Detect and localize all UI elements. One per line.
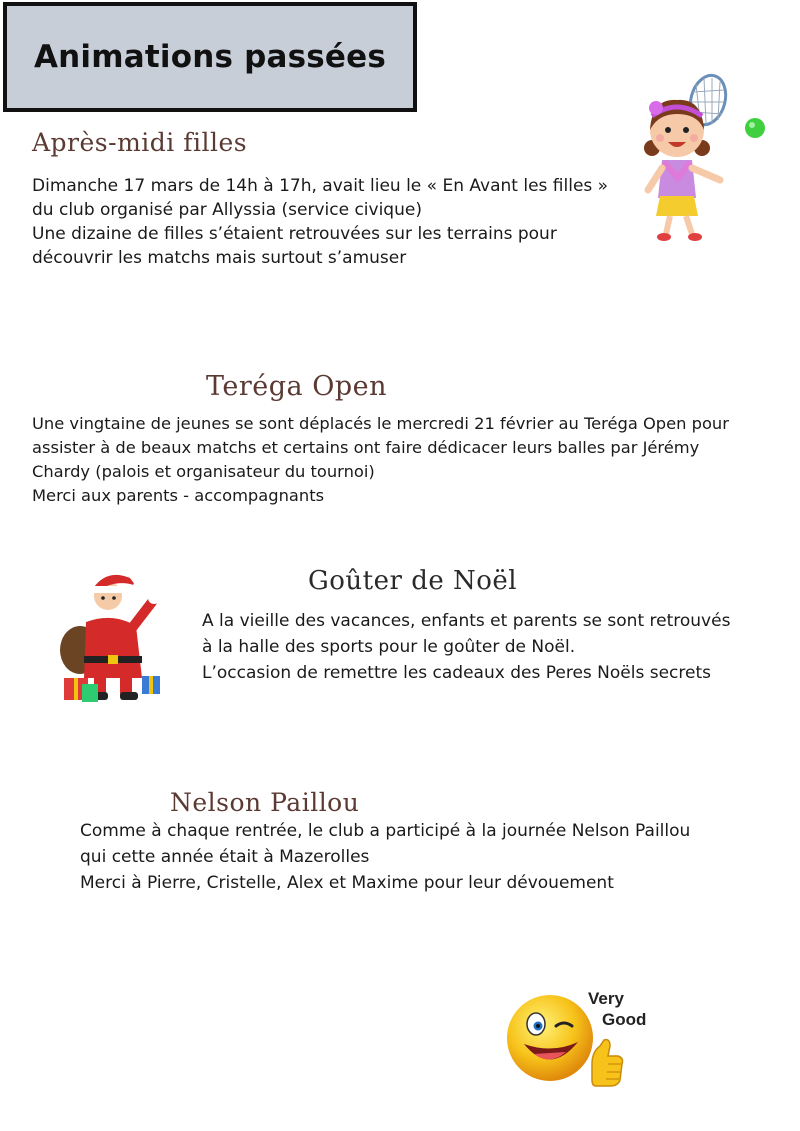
text-line: qui cette année était à Mazerolles	[80, 847, 370, 867]
section-text-apres-midi	[32, 174, 608, 270]
tennis-girl-illustration	[640, 70, 770, 245]
santa-claus-illustration	[58, 572, 168, 712]
text-line: assister à de beaux matchs et certains ont faire dédicacer leurs balles par Jérémy	[32, 438, 700, 457]
section-heading-gouter-noel: Goûter de Noël	[308, 566, 518, 596]
sticker-text-very: Very	[588, 989, 624, 1008]
text-line: Merci à Pierre, Cristelle, Alex et Maxime pour leur dévouement	[80, 873, 614, 893]
text-line: Une dizaine de filles s’étaient retrouvées sur les terrains pour	[32, 224, 557, 244]
text-line: Chardy (palois et organisateur du tournoi)	[32, 462, 375, 481]
section-text-nelson-paillou	[80, 818, 690, 896]
section-text-terega-open	[32, 412, 729, 508]
text-line: Une vingtaine de jeunes se sont déplacés le mercredi 21 février au Teréga Open pour	[32, 414, 729, 433]
very-good-emoji-illustration	[500, 980, 660, 1095]
section-text-gouter-noel	[202, 608, 730, 686]
section-heading-apres-midi: Après-midi filles	[32, 128, 248, 157]
section-heading-nelson-paillou: Nelson Paillou	[170, 788, 360, 817]
page-title: Animations passées	[33, 39, 387, 75]
text-line: L’occasion de remettre les cadeaux des Peres Noëls secrets	[202, 663, 711, 683]
section-heading-terega-open: Teréga Open	[206, 371, 388, 402]
text-line: à la halle des sports pour le goûter de Noël.	[202, 637, 576, 657]
text-line: Merci aux parents - accompagnants	[32, 486, 325, 505]
sticker-text-good: Good	[602, 1010, 647, 1029]
text-line: découvrir les matchs mais surtout s’amuser	[32, 248, 407, 268]
text-line: du club organisé par Allyssia (service civique)	[32, 200, 422, 220]
text-line: A la vieille des vacances, enfants et parents se sont retrouvés	[202, 611, 731, 631]
text-line: Dimanche 17 mars de 14h à 17h, avait lieu le « En Avant les filles »	[32, 176, 609, 196]
page-title-box	[3, 2, 417, 112]
text-line: Comme à chaque rentrée, le club a participé à la journée Nelson Paillou	[80, 821, 691, 841]
